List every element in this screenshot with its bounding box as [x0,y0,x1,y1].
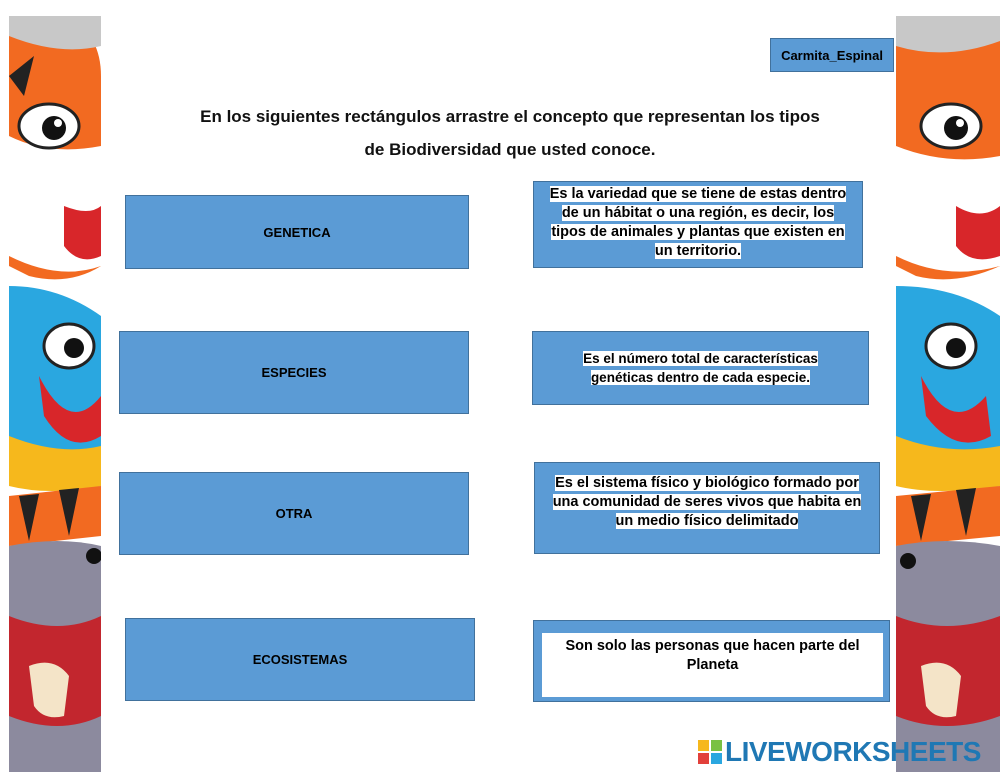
concept-label: ESPECIES [261,365,327,380]
definition-line: un territorio. [654,243,742,259]
definition-text [553,474,862,531]
cartoon-animals-image [896,16,1000,772]
author-badge [770,38,894,72]
left-decorative-strip [9,16,101,772]
definition-line: genéticas dentro de cada especie. [590,370,811,385]
drop-target-definition-3[interactable] [534,462,880,554]
definition-line: Planeta [686,657,739,673]
right-decorative-strip [896,16,1000,772]
liveworksheets-logo-icon [698,740,722,764]
definition-text [565,637,859,675]
definition-line: una comunidad de seres vivos que habita en [552,494,862,510]
drop-target-definition-2[interactable] [532,331,869,405]
brand-name: LIVEWORKSHEETS [725,736,981,767]
concept-label: ECOSISTEMAS [252,652,348,667]
definition-line: de un hábitat o una región, es decir, los [561,205,835,221]
drop-target-definition-1[interactable] [533,181,863,268]
definition-text [550,185,847,261]
drop-target-definition-4[interactable] [533,620,890,702]
draggable-concept-ecosistemas[interactable] [125,618,475,701]
draggable-concept-genetica[interactable] [125,195,469,269]
cartoon-animals-image [9,16,101,772]
definition-line: Es el número total de características [583,351,818,366]
draggable-concept-especies[interactable] [119,331,469,414]
definition-line: Son solo las personas que hacen parte del [565,638,860,654]
definition-line: Es la variedad que se tiene de estas dentro [549,186,847,202]
definition-line: un medio físico delimitado [615,513,799,529]
definition-line: Es el sistema físico y biológico formado por [555,475,859,491]
liveworksheets-brand [698,738,981,766]
instruction-line-2: de Biodiversidad que usted conoce. [364,140,656,159]
definition-line: tipos de animales y plantas que existen en [551,224,845,240]
definition-panel [542,633,883,697]
definition-text [583,349,818,387]
draggable-concept-otra[interactable] [119,472,469,555]
instruction-line-1: En los siguientes rectángulos arrastre el concepto que representan los tipos [200,107,820,126]
concept-label: GENETICA [263,224,331,240]
concept-label: OTRA [275,506,313,521]
author-name: Carmita_Espinal [781,47,883,63]
